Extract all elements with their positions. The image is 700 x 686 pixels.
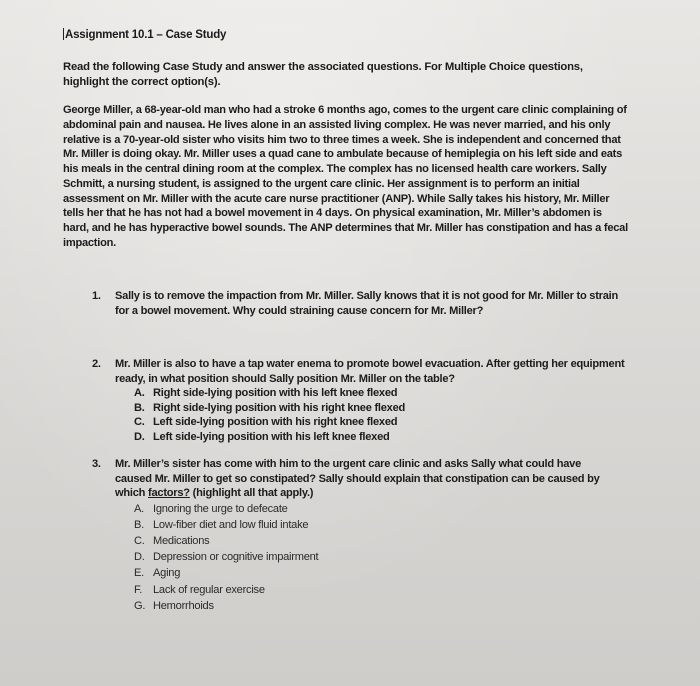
option-letter: F. bbox=[134, 583, 143, 596]
option-text: Depression or cognitive impairment bbox=[153, 551, 319, 564]
option-text: Ignoring the urge to defecate bbox=[153, 502, 288, 515]
question-2-option-b[interactable] bbox=[134, 401, 632, 416]
assignment-title-text: Assignment 10.1 – Case Study bbox=[65, 29, 227, 41]
question-3 bbox=[92, 457, 612, 614]
question-3-options bbox=[134, 501, 612, 614]
option-text: Lack of regular exercise bbox=[153, 583, 265, 596]
question-3-option-a[interactable] bbox=[134, 501, 612, 517]
assignment-title bbox=[63, 28, 226, 41]
question-3-underlined-word: factors? bbox=[148, 487, 190, 499]
question-2-text: Mr. Miller is also to have a tap water enema to promote bowel evacuation. After getting her equipment ready, in what position should Sally position Mr. Miller on the table? bbox=[115, 358, 625, 385]
question-3-option-b[interactable] bbox=[134, 517, 612, 533]
option-text: Aging bbox=[153, 567, 181, 580]
case-study-paragraph: George Miller, a 68-year-old man who had a stroke 6 months ago, comes to the urgent care clinic complaining of abdominal pain and nausea. He lives alone in an assisted living complex. He was never married, and his only relative is a 70-year-old sister who visits him two to three times a week. She is independent and concerned that Mr. Miller is doing okay. Mr. Miller uses a quad cane to ambulate because of hemiplegia on his left side and eats his meals in the central dining room at the complex. The complex has no licensed health care workers. Sally Schmitt, a nursing student, is assigned to the urgent care clinic. Her assignment is to perform an initial assessment on Mr. Miller with the acute care nurse practitioner (ANP). While Sally takes his history, Mr. Miller tells her that he has not had a bowel movement in 4 days. On physical examination, Mr. Miller’s abdomen is hard, and he has hyperactive bowel sounds. The ANP determines that Mr. Miller has constipation and has a fecal impaction. bbox=[63, 104, 628, 249]
option-letter: B. bbox=[134, 518, 144, 531]
question-3-option-c[interactable] bbox=[134, 533, 612, 549]
question-3-text-after: (highlight all that apply.) bbox=[189, 487, 314, 499]
text-cursor bbox=[63, 28, 64, 40]
option-text: Right side-lying position with his right knee flexed bbox=[153, 401, 406, 414]
question-2-option-a[interactable] bbox=[134, 386, 632, 401]
option-text: Low-fiber diet and low fluid intake bbox=[153, 518, 309, 531]
option-text: Left side-lying position with his left knee flexed bbox=[153, 430, 390, 443]
option-letter: C. bbox=[134, 416, 145, 428]
question-2 bbox=[92, 357, 632, 444]
question-3-text bbox=[115, 457, 612, 501]
option-text: Medications bbox=[153, 534, 210, 547]
question-3-option-e[interactable] bbox=[134, 565, 612, 581]
option-letter: G. bbox=[134, 599, 146, 612]
option-letter: C. bbox=[134, 534, 145, 547]
instructions-text: Read the following Case Study and answer the associated questions. For Multiple Choice questions, highlight the correct option(s). bbox=[63, 61, 583, 88]
question-3-option-d[interactable] bbox=[134, 549, 612, 565]
option-letter: A. bbox=[134, 387, 145, 399]
question-2-option-c[interactable] bbox=[134, 415, 632, 430]
option-letter: D. bbox=[134, 430, 145, 443]
question-3-number: 3. bbox=[92, 458, 101, 470]
question-3-option-g[interactable] bbox=[134, 598, 612, 614]
question-1 bbox=[92, 289, 632, 318]
question-2-option-d[interactable] bbox=[134, 430, 632, 445]
option-letter: A. bbox=[134, 502, 144, 515]
option-letter: B. bbox=[134, 401, 145, 414]
question-3-text-before: Mr. Miller’s sister has come with him to the urgent care clinic and asks Sally what could have caused Mr. Miller to get so constipated? Sally should explain that constipation can be caused by which bbox=[115, 458, 600, 499]
question-2-options bbox=[134, 386, 632, 444]
option-letter: E. bbox=[134, 567, 144, 580]
question-3-option-f[interactable] bbox=[134, 582, 612, 598]
question-1-number: 1. bbox=[92, 290, 101, 302]
option-text: Right side-lying position with his left knee flexed bbox=[153, 387, 398, 399]
question-1-text: Sally is to remove the impaction from Mr. Miller. Sally knows that it is not good for Mr. Miller to strain for a bowel movement. Why could straining cause concern for Mr. Miller? bbox=[115, 290, 619, 317]
option-text: Left side-lying position with his right knee flexed bbox=[153, 416, 398, 428]
option-letter: D. bbox=[134, 551, 145, 564]
question-2-number: 2. bbox=[92, 358, 101, 370]
option-text: Hemorrhoids bbox=[153, 599, 214, 612]
